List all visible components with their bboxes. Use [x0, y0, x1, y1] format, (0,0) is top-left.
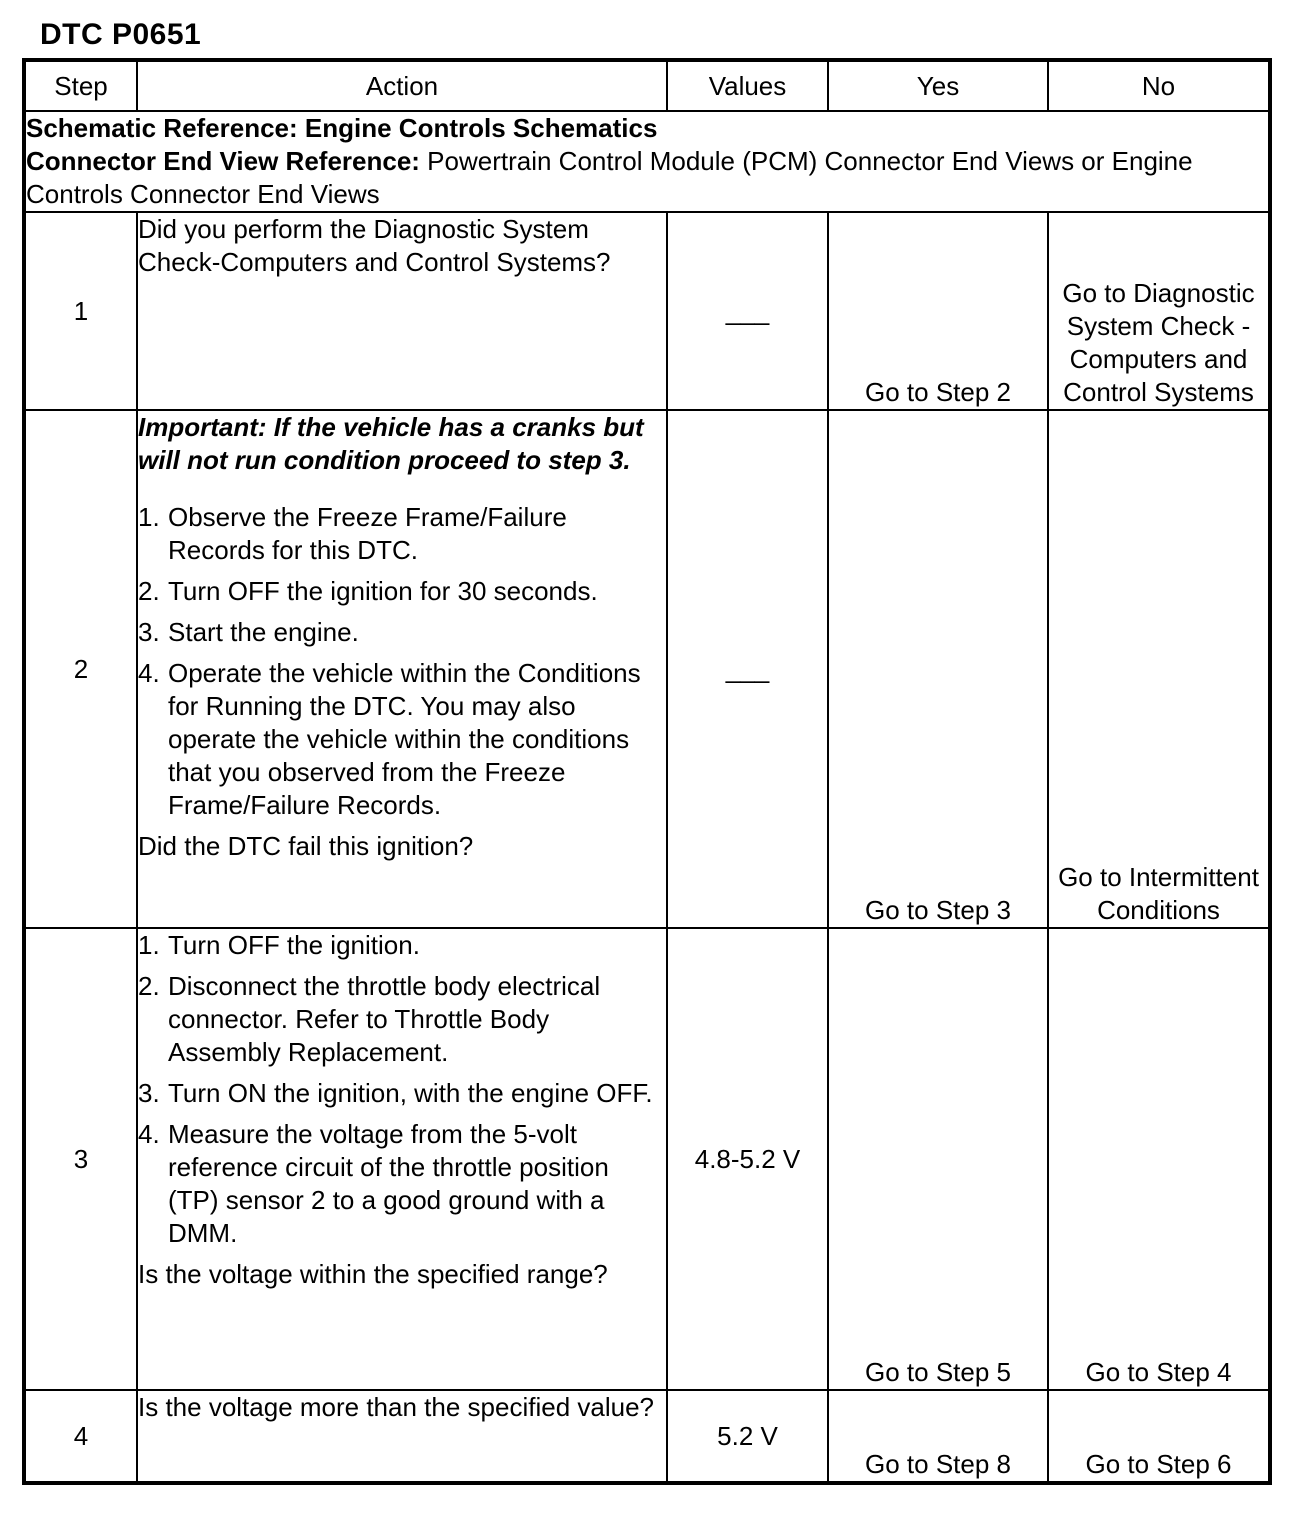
action-cell	[137, 1390, 667, 1483]
action-cell	[137, 212, 667, 410]
connector-reference	[26, 145, 1268, 211]
reference-row	[24, 111, 1270, 212]
table-row-step-1	[24, 212, 1270, 410]
step-question: Is the voltage within the specified range?	[138, 1259, 608, 1289]
procedure-list	[138, 501, 666, 822]
step-question: Did you perform the Diagnostic System Check-Computers and Control Systems?	[138, 214, 611, 277]
values-cell: ___	[667, 212, 828, 410]
action-cell	[137, 928, 667, 1390]
document-title: DTC P0651	[40, 18, 202, 51]
connector-reference-text: Powertrain Control Module (PCM) Connector End Views or Engine Controls Connector End Views	[26, 146, 1193, 209]
values-cell: ___	[667, 410, 828, 928]
header-step: Step	[24, 60, 137, 111]
no-cell: Go to Intermittent Conditions	[1048, 410, 1270, 928]
no-cell: Go to Diagnostic System Check - Computers and Control Systems	[1048, 212, 1270, 410]
values-cell: 5.2 V	[667, 1390, 828, 1483]
connector-reference-label: Connector End View Reference:	[26, 146, 420, 176]
step-number: 2	[24, 410, 137, 928]
list-item: 2. Disconnect the throttle body electrical connector. Refer to Throttle Body Assembly Replacement.	[138, 971, 601, 1067]
no-cell: Go to Step 6	[1048, 1390, 1270, 1483]
list-item: 4. Operate the vehicle within the Conditions for Running the DTC. You may also operate the vehicle within the conditions that you observed from the Freeze Frame/Failure Records.	[138, 658, 641, 820]
values-cell: 4.8-5.2 V	[667, 928, 828, 1390]
step-number: 1	[24, 212, 137, 410]
diagnostic-table	[22, 58, 1272, 1485]
step-question: Is the voltage more than the specified value?	[138, 1392, 654, 1422]
step-number: 3	[24, 928, 137, 1390]
yes-cell: Go to Step 8	[828, 1390, 1048, 1483]
step-number: 4	[24, 1390, 137, 1483]
important-note: Important: If the vehicle has a cranks but will not run condition proceed to step 3.	[138, 412, 644, 475]
reference-cell	[24, 111, 1270, 212]
yes-cell: Go to Step 2	[828, 212, 1048, 410]
header-yes: Yes	[828, 60, 1048, 111]
table-row-step-3	[24, 928, 1270, 1390]
schematic-reference: Schematic Reference: Engine Controls Schematics	[26, 113, 658, 143]
no-cell: Go to Step 4	[1048, 928, 1270, 1390]
list-item: 2. Turn OFF the ignition for 30 seconds.	[138, 576, 598, 606]
list-item: 1. Observe the Freeze Frame/Failure Records for this DTC.	[138, 502, 567, 565]
list-item: 3. Turn ON the ignition, with the engine OFF.	[138, 1078, 653, 1108]
list-item: 4. Measure the voltage from the 5-volt reference circuit of the throttle position (TP) sensor 2 to a good ground with a DMM.	[138, 1119, 609, 1248]
yes-cell: Go to Step 5	[828, 928, 1048, 1390]
step-question: Did the DTC fail this ignition?	[138, 831, 474, 861]
list-item: 3. Start the engine.	[138, 617, 359, 647]
header-no: No	[1048, 60, 1270, 111]
procedure-list	[138, 929, 666, 1250]
action-cell	[137, 410, 667, 928]
list-item: 1. Turn OFF the ignition.	[138, 930, 420, 960]
yes-cell: Go to Step 3	[828, 410, 1048, 928]
header-values: Values	[667, 60, 828, 111]
header-action: Action	[137, 60, 667, 111]
header-row	[24, 60, 1270, 111]
table-row-step-4	[24, 1390, 1270, 1483]
table-row-step-2	[24, 410, 1270, 928]
